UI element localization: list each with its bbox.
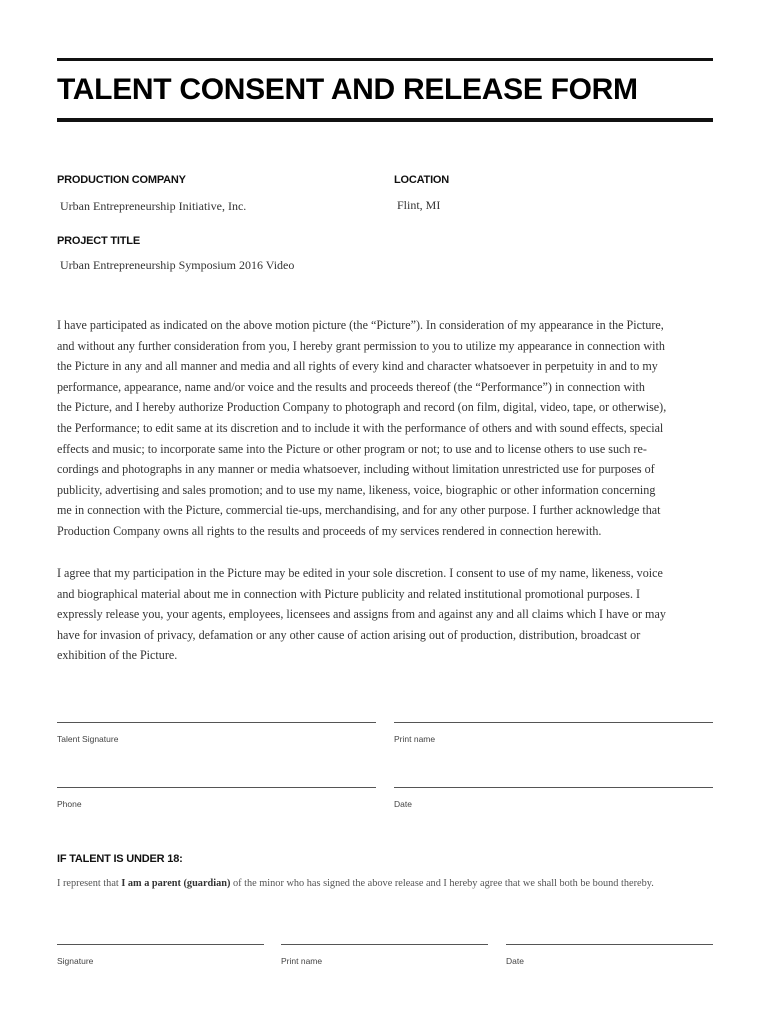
paragraph-line: me in connection with the Picture, commercial tie-ups, merchandising, and for any other purpose. I further acknowledge that [57, 503, 661, 518]
phone-line[interactable] [57, 787, 376, 788]
paragraph-line: the Picture in any and all manner and media and all rights of every kind and character whatsoever in perpetuity in and to my [57, 359, 658, 374]
minor-text-before: I represent that [57, 878, 122, 889]
paragraph-line: exhibition of the Picture. [57, 648, 178, 663]
date-label: Date [394, 799, 412, 809]
project-title-value[interactable]: Urban Entrepreneurship Symposium 2016 Video [60, 258, 295, 272]
release-paragraph-1 [57, 315, 717, 542]
release-paragraph-2 [57, 563, 717, 666]
minor-text-bold: I am a parent (guardian) [121, 878, 231, 889]
guardian-signature-label: Signature [57, 956, 94, 966]
phone-label: Phone [57, 799, 82, 809]
paragraph-line: the Picture, and I hereby authorize Production Company to photograph and record (on film, digital, video, tape, or otherwise), [57, 400, 667, 415]
paragraph-line: I agree that my participation in the Picture may be edited in your sole discretion. I consent to use of my name, likeness, voice [57, 566, 663, 580]
guardian-signature-line[interactable] [57, 944, 264, 945]
title-underline [57, 118, 713, 122]
production-company-value[interactable]: Urban Entrepreneurship Initiative, Inc. [60, 199, 247, 213]
paragraph-line: performance, appearance, name and/or voice and the results and proceeds thereof (the “Performance”) in connection with [57, 379, 645, 394]
top-rule [57, 58, 713, 61]
guardian-date-line[interactable] [506, 944, 713, 945]
location-label: LOCATION [394, 174, 450, 186]
date-line[interactable] [394, 787, 713, 788]
talent-signature-line[interactable] [57, 722, 376, 723]
print-name-line[interactable] [394, 722, 713, 723]
paragraph-line: the Performance; to edit same at its discretion and to include it with the performance of others and with sound effects, special [57, 420, 664, 435]
guardian-date-label: Date [506, 956, 524, 966]
minor-statement [57, 878, 727, 889]
talent-signature-label: Talent Signature [57, 734, 119, 744]
minor-text-after: of the minor who has signed the above release and I hereby agree that we shall both be bound thereby. [230, 878, 654, 889]
paragraph-line: and without any further consideration from you, I hereby grant permission to you to utilize my appearance in connection with [57, 338, 665, 353]
paragraph-line: have for invasion of privacy, defamation or any other cause of action arising out of production, distribution, broadcast or [57, 627, 641, 642]
form-title: TALENT CONSENT AND RELEASE FORM [57, 73, 638, 106]
production-company-label: PRODUCTION COMPANY [57, 174, 186, 186]
minor-section-heading: IF TALENT IS UNDER 18: [57, 853, 183, 865]
paragraph-line: publicity, advertising and sales promotion; and to use my name, likeness, voice, biographic or other information concerning [57, 482, 656, 497]
print-name-label: Print name [394, 734, 436, 744]
paragraph-line: effects and music; to incorporate same into the Picture or other program or not; to use and to license others to use such re- [57, 441, 647, 456]
paragraph-line: Production Company owns all rights to the results and proceeds of my services rendered in connection herewith. [57, 523, 602, 538]
guardian-print-name-line[interactable] [281, 944, 488, 945]
project-title-label: PROJECT TITLE [57, 235, 140, 247]
paragraph-line: I have participated as indicated on the above motion picture (the “Picture”). In consideration of my appearance in the Picture, [57, 318, 664, 332]
paragraph-line: and biographical material about me in connection with Picture publicity and related institutional promotional purposes. I [57, 586, 641, 601]
location-value[interactable]: Flint, MI [397, 198, 441, 212]
guardian-print-name-label: Print name [281, 956, 323, 966]
paragraph-line: cordings and photographs in any manner or media whatsoever, including without limitation unrestricted use for purposes of [57, 462, 655, 477]
paragraph-line: expressly release you, your agents, employees, licensees and assigns from and against any and all claims which I have or may [57, 607, 666, 622]
